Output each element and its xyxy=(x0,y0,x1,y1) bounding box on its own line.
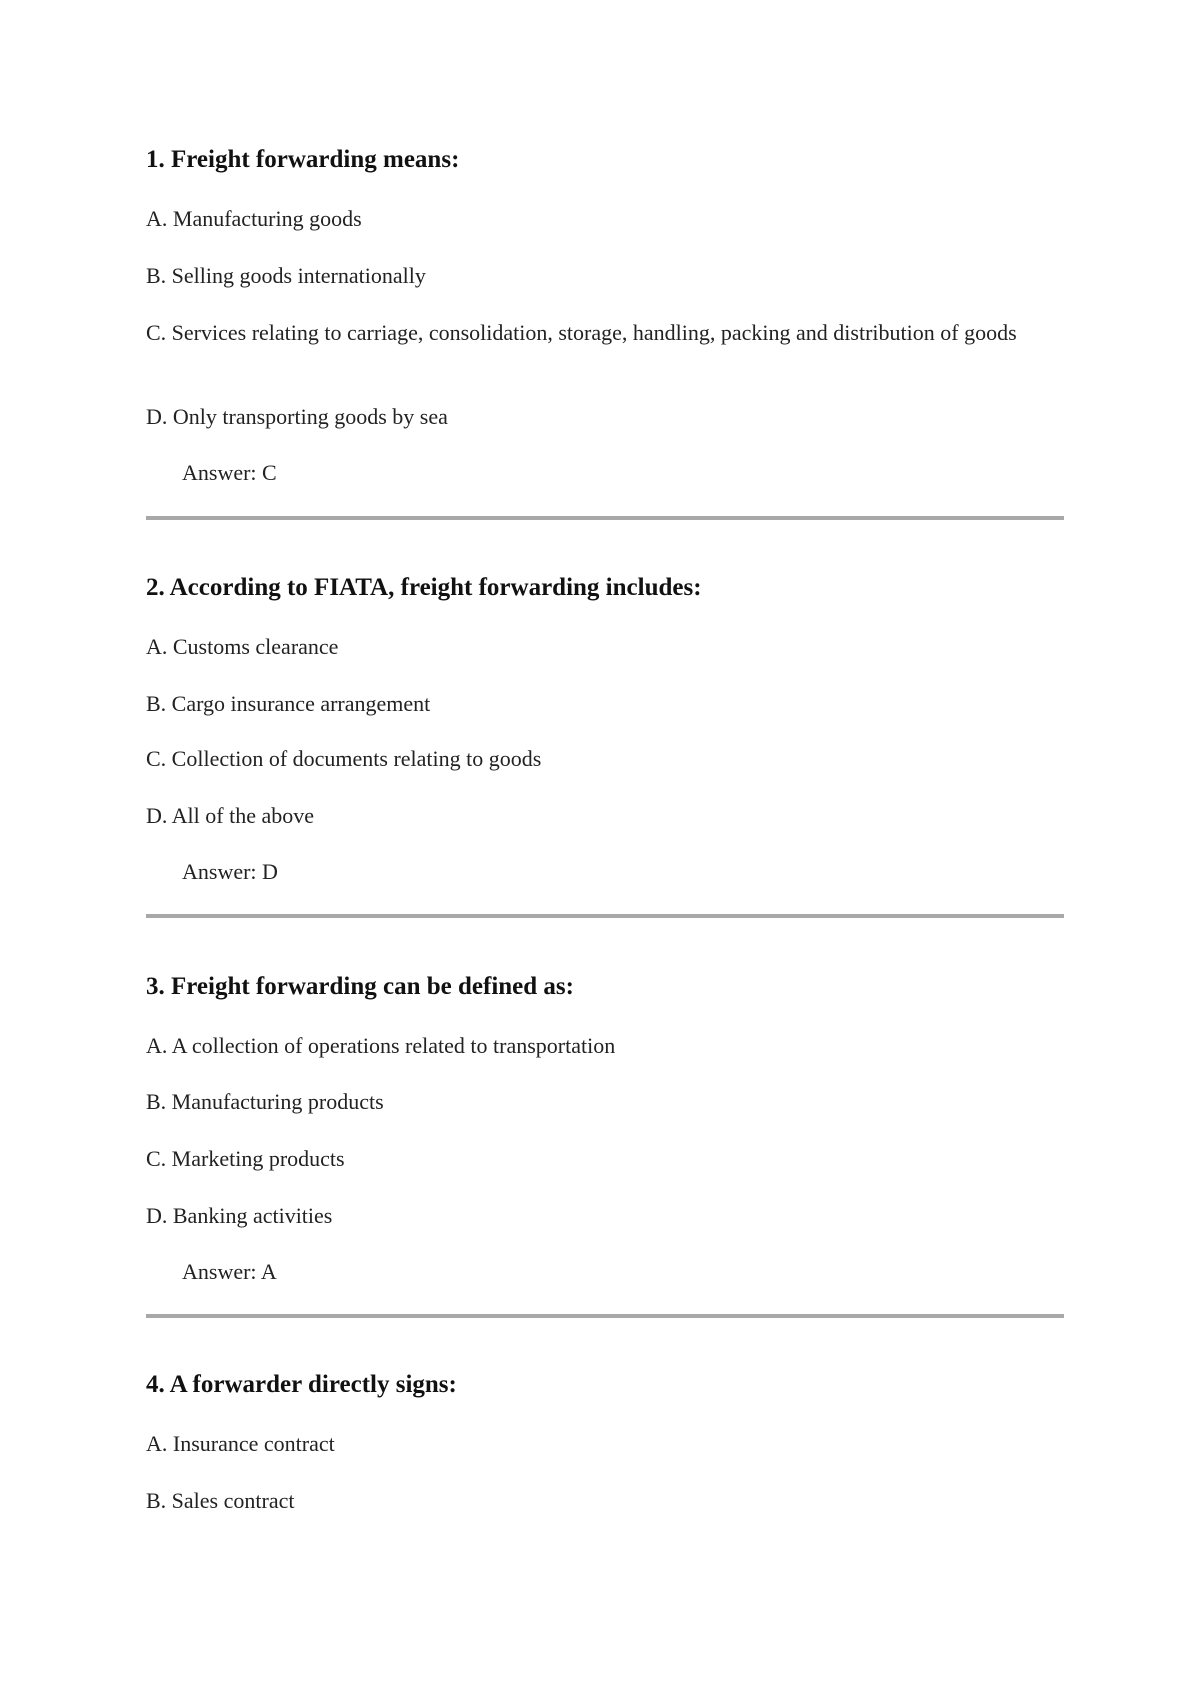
option-d: D. All of the above xyxy=(146,803,315,828)
option-c: C. Marketing products xyxy=(146,1146,345,1171)
option-c: C. Services relating to carriage, consolidation, storage, handling, packing and distribution of goods xyxy=(146,320,1017,345)
question-1 xyxy=(146,145,1064,485)
answer-text: Answer: C xyxy=(182,460,277,485)
question-3 xyxy=(146,972,1064,1284)
option-b: B. Manufacturing products xyxy=(146,1089,384,1114)
divider xyxy=(146,516,1064,520)
question-2 xyxy=(146,573,1064,884)
option-b: B. Sales contract xyxy=(146,1488,295,1513)
question-title: 2. According to FIATA, freight forwarding includes: xyxy=(146,574,702,601)
question-title: 1. Freight forwarding means: xyxy=(146,146,460,173)
divider xyxy=(146,1314,1064,1318)
option-d: D. Only transporting goods by sea xyxy=(146,404,448,429)
question-title: 4. A forwarder directly signs: xyxy=(146,1371,457,1398)
option-a: A. Manufacturing goods xyxy=(146,206,362,231)
answer-text: Answer: D xyxy=(182,859,278,884)
option-d: D. Banking activities xyxy=(146,1203,333,1228)
option-a: A. A collection of operations related to transportation xyxy=(146,1033,616,1058)
answer-text: Answer: A xyxy=(182,1259,277,1284)
option-a: A. Customs clearance xyxy=(146,634,339,659)
option-b: B. Cargo insurance arrangement xyxy=(146,691,431,716)
question-title: 3. Freight forwarding can be defined as: xyxy=(146,973,574,1000)
option-c: C. Collection of documents relating to goods xyxy=(146,746,542,771)
option-b: B. Selling goods internationally xyxy=(146,263,426,288)
option-a: A. Insurance contract xyxy=(146,1431,335,1456)
divider xyxy=(146,914,1064,918)
question-4 xyxy=(146,1370,1064,1513)
